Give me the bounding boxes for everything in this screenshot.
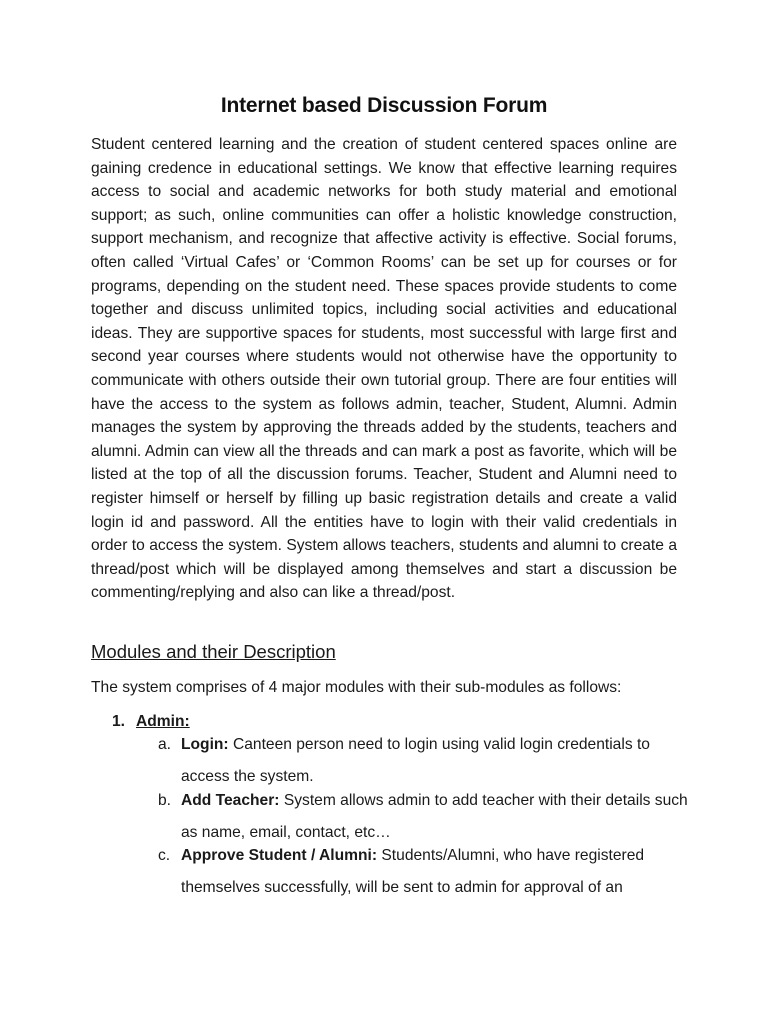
module-number: 1. [112, 713, 126, 730]
submodule-letter: c. [158, 847, 171, 864]
submodule-label: Add Teacher: [181, 792, 280, 809]
submodule-text [181, 729, 698, 793]
section-heading: Modules and their Description [91, 641, 336, 662]
submodule-description: System allows admin to add teacher with their details such as name, email, contact, etc… [181, 792, 688, 841]
submodule-description: Students/Alumni, who have registered themselves successfully, will be sent to admin for approval of an [181, 847, 645, 896]
document-title: Internet based Discussion Forum [220, 94, 548, 117]
modules-intro: The system comprises of 4 major modules with their sub-modules as follows: [91, 679, 622, 696]
module-name: Admin: [136, 713, 190, 730]
submodule-label: Approve Student / Alumni: [181, 847, 378, 864]
intro-paragraph: Student centered learning and the creation of student centered spaces online are gaining credence in educational settings. We know that effective learning requires access to social and academic networks for both study material and emotional support; as such, online communities can offer a holistic knowledge construction, support mechanism, and recognize that affective activity is effective. Social forums, often called ‘Virtual Cafes’ or ‘Common Rooms’ can be set up for courses or for programs, depending on the student need. These spaces provide students to come together and discuss unlimited topics, including social activities and educational ideas. They are supportive spaces for students, most successful with large first and second year courses where students would not otherwise have the opportunity to communicate with others outside their own tutorial group. There are four entities will have the access to the system as follows admin, teacher, Student, Alumni. Admin manages the system by approving the threads added by the students, teachers and alumni. Admin can view all the threads and can mark a post as favorite, which will be listed at the top of all the discussion forums. Teacher, Student and Alumni need to register himself or herself by filling up basic registration details and create a valid login id and password. All the entities have to login with their valid credentials in order to access the system. System allows teachers, students and alumni to create a thread/post which will be displayed among themselves and start a discussion be commenting/replying and also can like a thread/post. [91, 136, 677, 602]
submodule-login [158, 729, 698, 793]
submodule-letter: a. [158, 736, 172, 753]
submodule-approve-student-alumni [158, 840, 698, 904]
submodule-text [181, 840, 698, 904]
submodule-letter: b. [158, 792, 172, 809]
submodule-description: Canteen person need to login using valid login credentials to access the system. [181, 736, 650, 785]
submodule-label: Login: [181, 736, 229, 753]
